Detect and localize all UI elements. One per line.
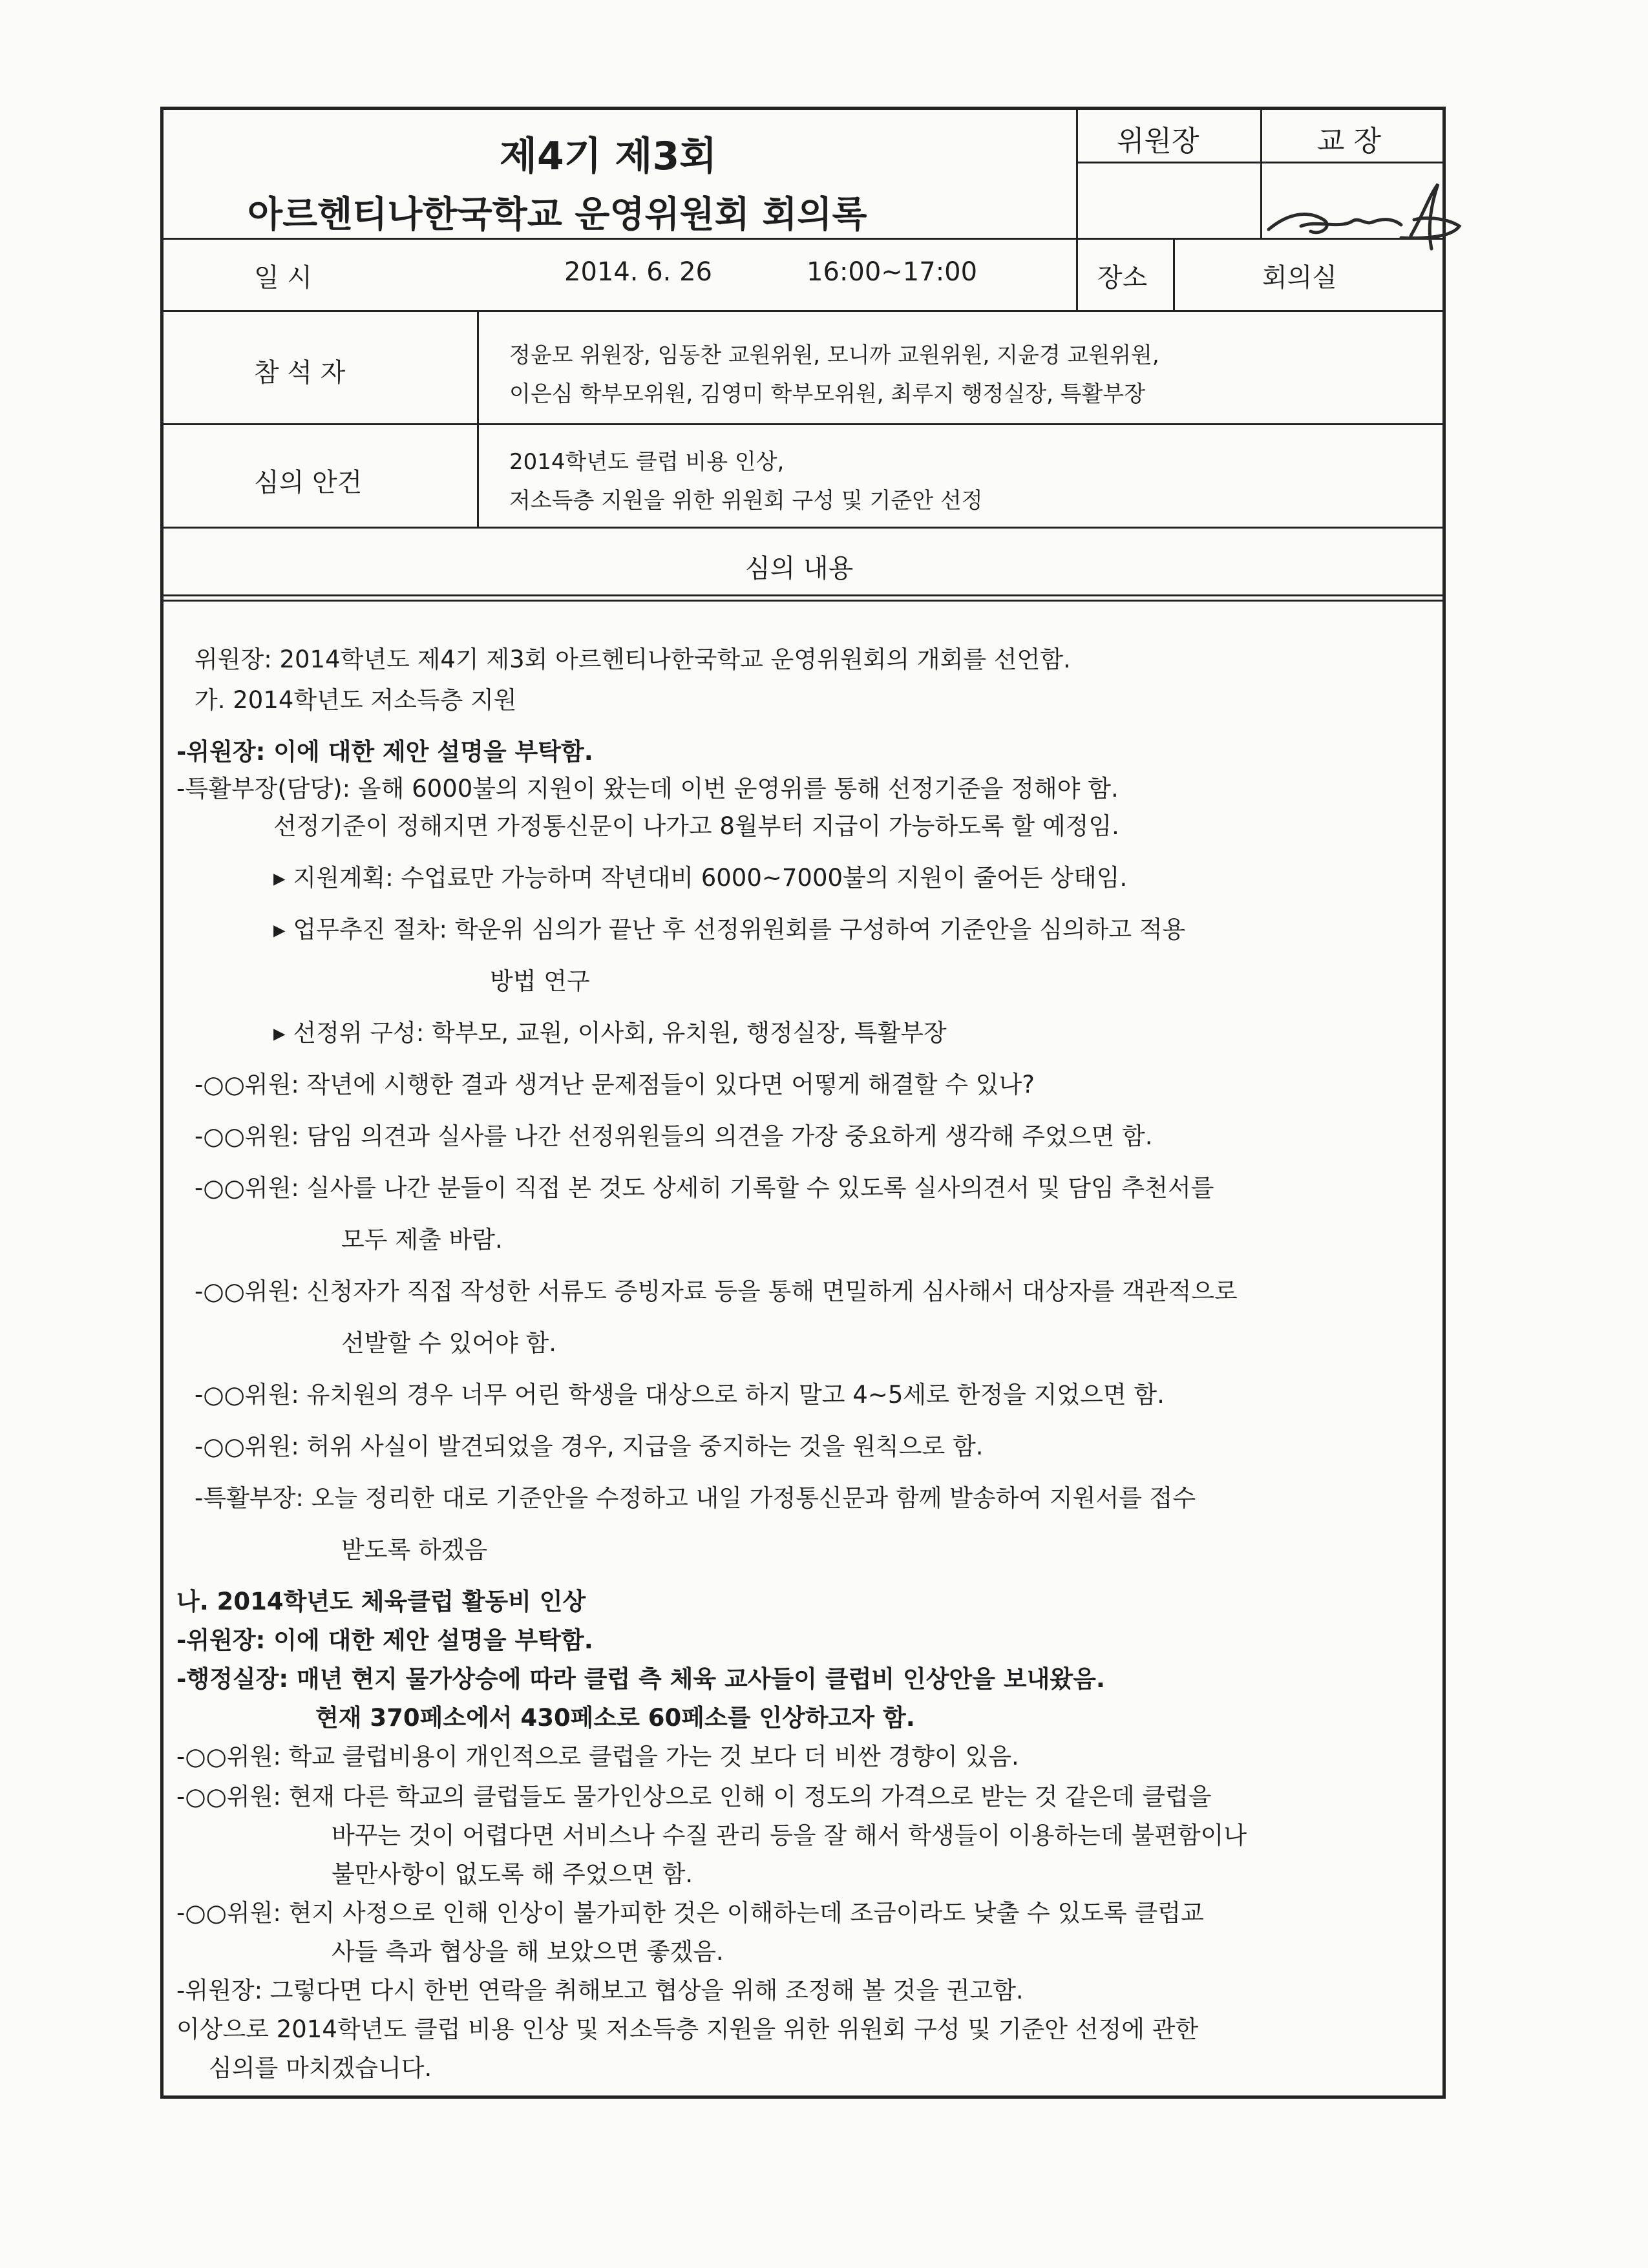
body-line: -위원장: 이에 대한 제안 설명을 부탁함. [176, 738, 593, 766]
body-line: 사들 측과 협상을 해 보았으면 좋겠음. [332, 1938, 724, 1966]
body-line: 바꾸는 것이 어렵다면 서비스나 수질 관리 등을 잘 해서 학생들이 이용하는데 불편함이나 [332, 1822, 1247, 1849]
body-line: -위원장: 이에 대한 제안 설명을 부탁함. [176, 1626, 593, 1654]
body-line: 현재 370페소에서 430페소로 60페소를 인상하고자 함. [315, 1704, 915, 1732]
date-value: 2014. 6. 26 [564, 257, 713, 287]
body-line: -○○위원: 유치원의 경우 너무 어린 학생을 대상으로 하지 말고 4~5세로 한정을 지었으면 함. [195, 1381, 1165, 1409]
time-value: 16:00~17:00 [807, 257, 978, 287]
body-line: 모두 제출 바람. [341, 1226, 503, 1254]
body-line: 받도록 하겠음 [341, 1536, 488, 1564]
date-label: 일 시 [254, 263, 312, 293]
body-line: 불만사항이 없도록 해 주었으면 함. [332, 1860, 693, 1888]
section-heading: 나. 2014학년도 체육클럽 활동비 인상 [176, 1588, 586, 1615]
place-value: 회의실 [1262, 263, 1337, 293]
divider [1076, 162, 1442, 163]
body-line: ▸ 업무추진 절차: 학운위 심의가 끝난 후 선정위원회를 구성하여 기준안을 심의하고 적용 [273, 916, 1186, 943]
body-line: 방법 연구 [490, 967, 590, 995]
signature-icon [1262, 174, 1469, 258]
agenda-label: 심의 안건 [254, 468, 363, 498]
body-line: 위원장: 2014학년도 제4기 제3회 아르헨티나한국학교 운영위원회의 개회를 선언함. [195, 646, 1071, 673]
body-line: -○○위원: 현지 사정으로 인해 인상이 불가피한 것은 이해하는데 조금이라도 낮출 수 있도록 클럽교 [176, 1899, 1204, 1927]
agenda-line-2: 저소득층 지원을 위한 위원회 구성 및 기준안 선정 [509, 488, 983, 514]
body-line: -○○위원: 학교 클럽비용이 개인적으로 클럽을 가는 것 보다 더 비싼 경향이 있음. [176, 1743, 1019, 1770]
section-heading: 가. 2014학년도 저소득층 지원 [195, 686, 517, 714]
divider [164, 527, 1442, 529]
content-label: 심의 내용 [745, 554, 854, 583]
place-label: 장소 [1097, 263, 1148, 293]
body-line: -○○위원: 실사를 나간 분들이 직접 본 것도 상세히 기록할 수 있도록 실사의견서 및 담임 추천서를 [195, 1174, 1214, 1202]
divider [1076, 110, 1078, 310]
body-line: -○○위원: 담임 의견과 실사를 나간 선정위원들의 의견을 가장 중요하게 생각해 주었으면 함. [195, 1122, 1153, 1150]
title-line-2: 아르헨티나한국학교 운영위원회 회의록 [248, 194, 867, 236]
body-line: -특활부장(담당): 올해 6000불의 지원이 왔는데 이번 운영위를 통해 선정기준을 정해야 함. [176, 775, 1119, 803]
minutes-form [160, 107, 1446, 2099]
divider [164, 423, 1442, 425]
divider [164, 594, 1442, 596]
attendees-line-1: 정윤모 위원장, 임동찬 교원위원, 모니까 교원위원, 지윤경 교원위원, [509, 342, 1159, 368]
approval-principal-label: 교 장 [1317, 125, 1381, 158]
agenda-line-1: 2014학년도 클럽 비용 인상, [509, 449, 785, 475]
divider [1173, 238, 1175, 310]
divider [164, 238, 1442, 240]
body-line: -○○위원: 허위 사실이 발견되었을 경우, 지급을 중지하는 것을 원칙으로 함. [195, 1433, 984, 1460]
body-line: 심의를 마치겠습니다. [209, 2054, 432, 2082]
body-line: 선정기준이 정해지면 가정통신문이 나가고 8월부터 지급이 가능하도록 할 예정임. [273, 812, 1119, 840]
body-line: -특활부장: 오늘 정리한 대로 기준안을 수정하고 내일 가정통신문과 함께 발송하여 지원서를 접수 [195, 1484, 1196, 1512]
body-line: -행정실장: 매년 현지 물가상승에 따라 클럽 측 체육 교사들이 클럽비 인상안을 보내왔음. [176, 1665, 1105, 1693]
body-line: ▸ 지원계획: 수업료만 가능하며 작년대비 6000~7000불의 지원이 줄어든 상태임. [273, 864, 1128, 892]
attendees-line-2: 이은심 학부모위원, 김영미 학부모위원, 최루지 행정실장, 특활부장 [509, 381, 1146, 407]
title-line-1: 제4기 제3회 [500, 134, 717, 179]
attendees-label: 참 석 자 [254, 358, 346, 388]
body-line: 이상으로 2014학년도 클럽 비용 인상 및 저소득층 지원을 위한 위원회 구성 및 기준안 선정에 관한 [176, 2015, 1199, 2043]
body-line: -○○위원: 신청자가 직접 작성한 서류도 증빙자료 등을 통해 면밀하게 심사해서 대상자를 객관적으로 [195, 1277, 1238, 1305]
divider [164, 310, 1442, 312]
body-line: -○○위원: 현재 다른 학교의 클럽들도 물가인상으로 인해 이 정도의 가격으로 받는 것 같은데 클럽을 [176, 1783, 1212, 1811]
divider [477, 310, 479, 527]
body-line: ▸ 선정위 구성: 학부모, 교원, 이사회, 유치원, 행정실장, 특활부장 [273, 1019, 947, 1047]
body-line: -위원장: 그렇다면 다시 한번 연락을 취해보고 협상을 위해 조정해 볼 것을 권고함. [176, 1977, 1024, 2004]
approval-chair-label: 위원장 [1117, 125, 1199, 158]
body-line: -○○위원: 작년에 시행한 결과 생겨난 문제점들이 있다면 어떻게 해결할 수 있나? [195, 1071, 1035, 1098]
body-line: 선발할 수 있어야 함. [341, 1329, 556, 1357]
divider [164, 600, 1442, 602]
